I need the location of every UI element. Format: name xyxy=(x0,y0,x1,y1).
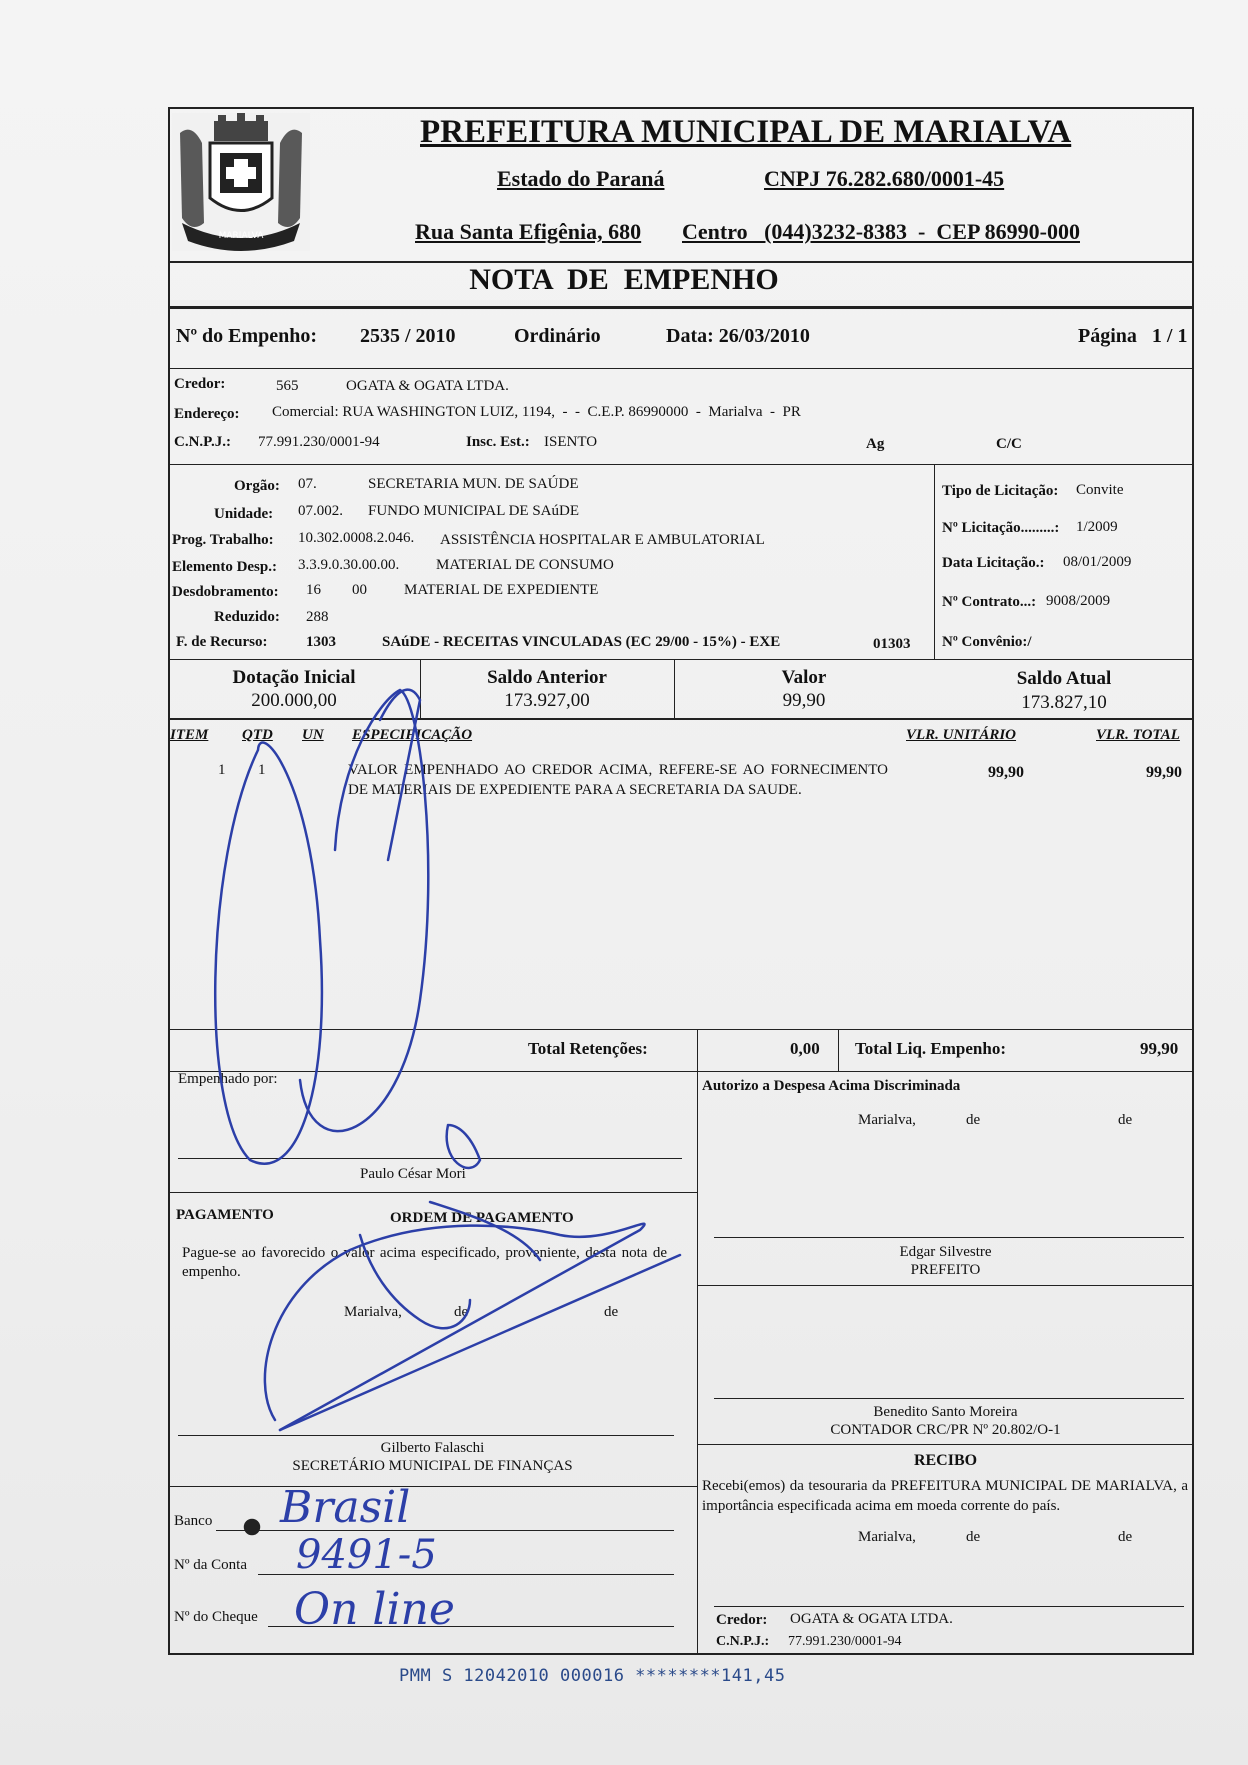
retencoes-label: Total Retenções: xyxy=(528,1039,648,1058)
financas-signer: Gilberto Falaschi xyxy=(380,1440,485,1456)
col-vlr-total: VLR. TOTAL xyxy=(1096,727,1180,743)
account-label: C/C xyxy=(996,436,1022,452)
valor-value: 99,90 xyxy=(782,690,826,711)
recibo-credor: OGATA & OGATA LTDA. xyxy=(790,1611,953,1627)
autorizo-de2: de xyxy=(1118,1112,1133,1128)
recibo-label: RECIBO xyxy=(913,1452,978,1469)
elemento-code: 3.3.9.0.30.00.00. xyxy=(298,557,400,573)
credor-cnpj: 77.991.230/0001-94 xyxy=(258,434,380,450)
recurso-number: 01303 xyxy=(873,636,911,652)
desdobramento-label: Desdobramento: xyxy=(172,584,279,600)
recibo-place: Marialva, xyxy=(858,1529,916,1545)
banco-handwritten: Brasil xyxy=(280,1482,411,1533)
page-number: Página 1 / 1 xyxy=(1078,325,1188,347)
state-name: Estado do Paraná xyxy=(497,166,665,191)
banco-label: Banco xyxy=(174,1513,213,1529)
desdobramento-a: 16 xyxy=(306,582,321,598)
pagamento-label: PAGAMENTO xyxy=(176,1207,274,1223)
credor-label: Credor: xyxy=(174,376,226,392)
orgao-name: SECRETARIA MUN. DE SAÚDE xyxy=(368,476,579,492)
empenho-date: Data: 26/03/2010 xyxy=(666,325,810,347)
recibo-de1: de xyxy=(966,1529,981,1545)
recibo-text: Recebi(emos) da tesouraria da PREFEITURA MUNICIPAL DE MARIALVA, a importância especificada acima em moeda corrente do país. xyxy=(702,1478,1188,1514)
item-unit-value: 99,90 xyxy=(988,764,1024,781)
empenho-number: 2535 / 2010 xyxy=(360,325,456,347)
licitacao-number: 1/2009 xyxy=(1076,519,1118,535)
valor-label: Valor xyxy=(781,667,827,688)
cheque-handwritten: On line xyxy=(294,1584,455,1635)
contact-info: Centro (044)3232-8383 - CEP 86990-000 xyxy=(682,219,1080,244)
pagamento-text: Pague-se ao favorecido o valor acima especificado, proveniente, desta nota de empenho. xyxy=(182,1245,667,1280)
contrato-label: Nº Contrato...: xyxy=(942,594,1037,610)
empenhado-label: Empenhado por: xyxy=(178,1071,278,1087)
col-item: ITEM xyxy=(170,727,209,743)
street-address: Rua Santa Efigênia, 680 xyxy=(415,219,642,244)
svg-text:MARIALVA: MARIALVA xyxy=(218,231,264,241)
autorizo-de1: de xyxy=(966,1112,981,1128)
col-especificacao: ESPECIFICAÇÃO xyxy=(352,727,473,743)
conta-handwritten: 9491-5 xyxy=(296,1532,437,1578)
licitacao-number-label: Nº Licitação.........: xyxy=(942,520,1060,536)
agency-label: Ag xyxy=(866,436,885,452)
reduzido-value: 288 xyxy=(306,609,329,625)
contador-name: Benedito Santo Moreira xyxy=(873,1404,1018,1420)
saldo-atual-label: Saldo Atual xyxy=(1016,668,1112,689)
prog-name: ASSISTÊNCIA HOSPITALAR E AMBULATORIAL xyxy=(440,532,765,548)
recibo-cnpj: 77.991.230/0001-94 xyxy=(788,1634,902,1649)
item-description: VALOR EMPENHADO AO CREDOR ACIMA, REFERE-SE AO FORNECIMENTO DE MATERIAIS DE EXPEDIENTE PARA A SECRETARIA DA SAUDE. xyxy=(348,762,888,798)
tipo-licitacao-value: Convite xyxy=(1076,482,1124,498)
endereco-label: Endereço: xyxy=(174,406,240,422)
tipo-licitacao-label: Tipo de Licitação: xyxy=(942,483,1059,499)
contrato-number: 9008/2009 xyxy=(1046,593,1111,609)
unidade-name: FUNDO MUNICIPAL DE SAúDE xyxy=(368,503,579,519)
unidade-label: Unidade: xyxy=(214,506,274,522)
licitacao-date-label: Data Licitação.: xyxy=(942,555,1045,571)
saldo-anterior-label: Saldo Anterior xyxy=(487,667,607,688)
credor-name: OGATA & OGATA LTDA. xyxy=(346,378,509,394)
liquido-value: 99,90 xyxy=(1140,1039,1179,1058)
desdobramento-b: 00 xyxy=(352,582,367,598)
pagamento-de2: de xyxy=(604,1304,619,1320)
prefeito-title: PREFEITO xyxy=(910,1262,981,1278)
insc-value: ISENTO xyxy=(544,434,598,450)
dotacao-value: 200.000,00 xyxy=(251,690,337,711)
convenio-label: Nº Convênio:/ xyxy=(942,634,1032,650)
col-qtd: QTD xyxy=(242,727,273,743)
item-number: 1 xyxy=(218,762,226,778)
elemento-label: Elemento Desp.: xyxy=(172,559,277,575)
autorizo-place: Marialva, xyxy=(858,1112,916,1128)
recurso-name: SAúDE - RECEITAS VINCULADAS (EC 29/00 - 15%) - EXE xyxy=(382,634,781,650)
item-qtd: 1 xyxy=(258,762,266,778)
orgao-code: 07. xyxy=(298,476,317,492)
pagamento-place: Marialva, xyxy=(344,1304,402,1320)
licitacao-date: 08/01/2009 xyxy=(1063,554,1132,570)
recurso-code: 1303 xyxy=(306,634,336,650)
elemento-name: MATERIAL DE CONSUMO xyxy=(436,557,614,573)
col-un: UN xyxy=(302,727,324,743)
pagamento-de1: de xyxy=(454,1304,469,1320)
prefeito-name: Edgar Silvestre xyxy=(899,1244,992,1260)
payment-stamp: PMM S 12042010 000016 ********141,45 xyxy=(399,1666,786,1686)
contador-title: CONTADOR CRC/PR Nº 20.802/O-1 xyxy=(830,1422,1061,1438)
empenho-type: Ordinário xyxy=(514,325,601,347)
cheque-label: Nº do Cheque xyxy=(174,1609,258,1625)
reduzido-label: Reduzido: xyxy=(214,609,280,625)
recibo-cnpj-label: C.N.P.J.: xyxy=(716,1634,770,1649)
recibo-credor-label: Credor: xyxy=(716,1612,768,1628)
orgao-label: Orgão: xyxy=(234,478,280,494)
liquido-label: Total Liq. Empenho: xyxy=(855,1039,1006,1058)
empenho-number-label: Nº do Empenho: xyxy=(176,325,318,347)
col-vlr-unitario: VLR. UNITÁRIO xyxy=(906,727,1017,743)
saldo-atual-value: 173.827,10 xyxy=(1021,692,1107,713)
credor-address: Comercial: RUA WASHINGTON LUIZ, 1194, - - C.E.P. 86990000 - Marialva - PR xyxy=(272,404,801,420)
retencoes-value: 0,00 xyxy=(790,1039,820,1058)
header-cnpj: CNPJ 76.282.680/0001-45 xyxy=(764,166,1005,191)
unidade-code: 07.002. xyxy=(298,503,343,519)
autorizo-label: Autorizo a Despesa Acima Discriminada xyxy=(702,1078,961,1094)
financas-title: SECRETÁRIO MUNICIPAL DE FINANÇAS xyxy=(292,1458,573,1474)
cnpj-label: C.N.P.J.: xyxy=(174,434,231,450)
conta-label: Nº da Conta xyxy=(174,1557,247,1573)
dotacao-label: Dotação Inicial xyxy=(232,667,356,688)
empenhado-signer: Paulo César Mori xyxy=(360,1166,466,1182)
credor-code: 565 xyxy=(276,378,299,394)
recurso-label: F. de Recurso: xyxy=(176,634,268,650)
prog-label: Prog. Trabalho: xyxy=(172,532,274,548)
prog-code: 10.302.0008.2.046. xyxy=(298,530,415,546)
ordem-pagamento-label: ORDEM DE PAGAMENTO xyxy=(390,1210,574,1226)
document-title: NOTA DE EMPENHO xyxy=(469,263,779,296)
item-total-value: 99,90 xyxy=(1146,764,1182,781)
municipality-title: PREFEITURA MUNICIPAL DE MARIALVA xyxy=(420,114,1072,150)
saldo-anterior-value: 173.927,00 xyxy=(504,690,590,711)
desdobramento-name: MATERIAL DE EXPEDIENTE xyxy=(404,582,599,598)
insc-label: Insc. Est.: xyxy=(466,434,530,450)
recibo-de2: de xyxy=(1118,1529,1133,1545)
